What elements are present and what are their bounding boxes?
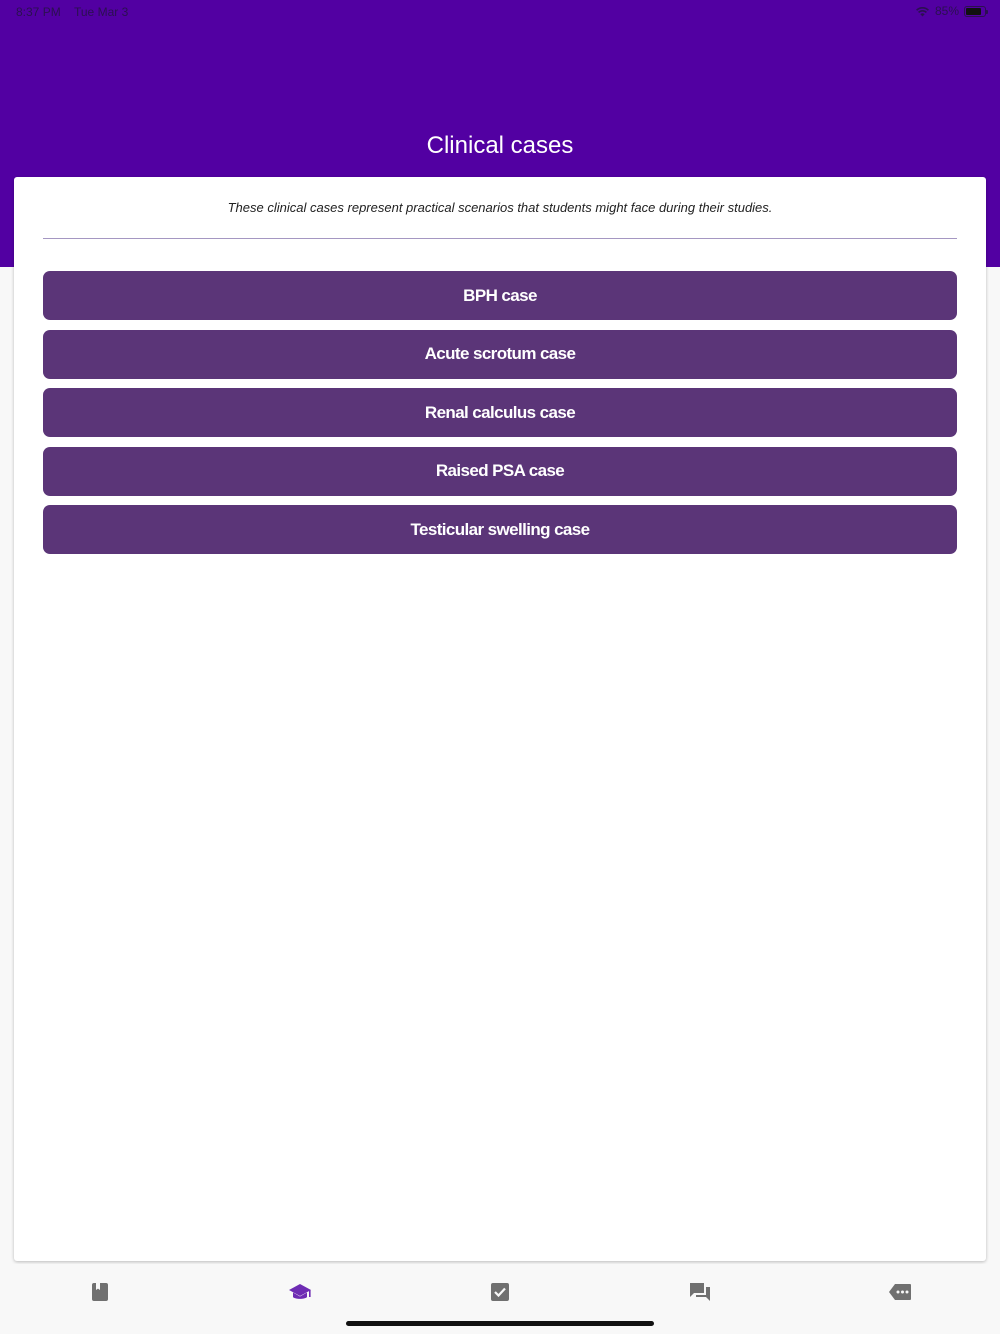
tab-more[interactable] — [880, 1280, 920, 1304]
tab-forum[interactable] — [680, 1280, 720, 1304]
tab-book[interactable] — [80, 1280, 120, 1304]
battery-percent: 85% — [934, 4, 959, 18]
divider — [43, 238, 957, 239]
status-bar — [0, 0, 1000, 24]
forum-icon — [689, 1282, 711, 1302]
battery-icon — [964, 6, 986, 17]
case-button-bph[interactable]: BPH case — [43, 271, 957, 320]
case-list — [43, 271, 957, 564]
home-indicator — [346, 1321, 654, 1326]
battery-fill — [966, 8, 981, 15]
case-button-testicular-swelling[interactable]: Testicular swelling case — [43, 505, 957, 554]
status-date: Tue Mar 3 — [74, 5, 129, 19]
status-indicators — [915, 4, 986, 18]
wifi-icon — [915, 6, 930, 17]
page-title: Clinical cases — [426, 132, 574, 159]
more-tag-icon — [888, 1283, 912, 1301]
battery-tip — [986, 10, 988, 14]
tab-quiz[interactable] — [480, 1280, 520, 1304]
graduation-cap-icon — [288, 1282, 312, 1302]
case-button-raised-psa[interactable]: Raised PSA case — [43, 447, 957, 496]
intro-text: These clinical cases represent practical scenarios that students might face during their studies. — [227, 200, 773, 215]
status-time: 8:37 PM — [16, 5, 61, 19]
case-button-acute-scrotum[interactable]: Acute scrotum case — [43, 330, 957, 379]
book-icon — [91, 1282, 109, 1302]
case-button-renal-calculus[interactable]: Renal calculus case — [43, 388, 957, 437]
tab-education[interactable] — [280, 1280, 320, 1304]
content-card — [14, 177, 986, 1261]
checkbox-icon — [490, 1282, 510, 1302]
